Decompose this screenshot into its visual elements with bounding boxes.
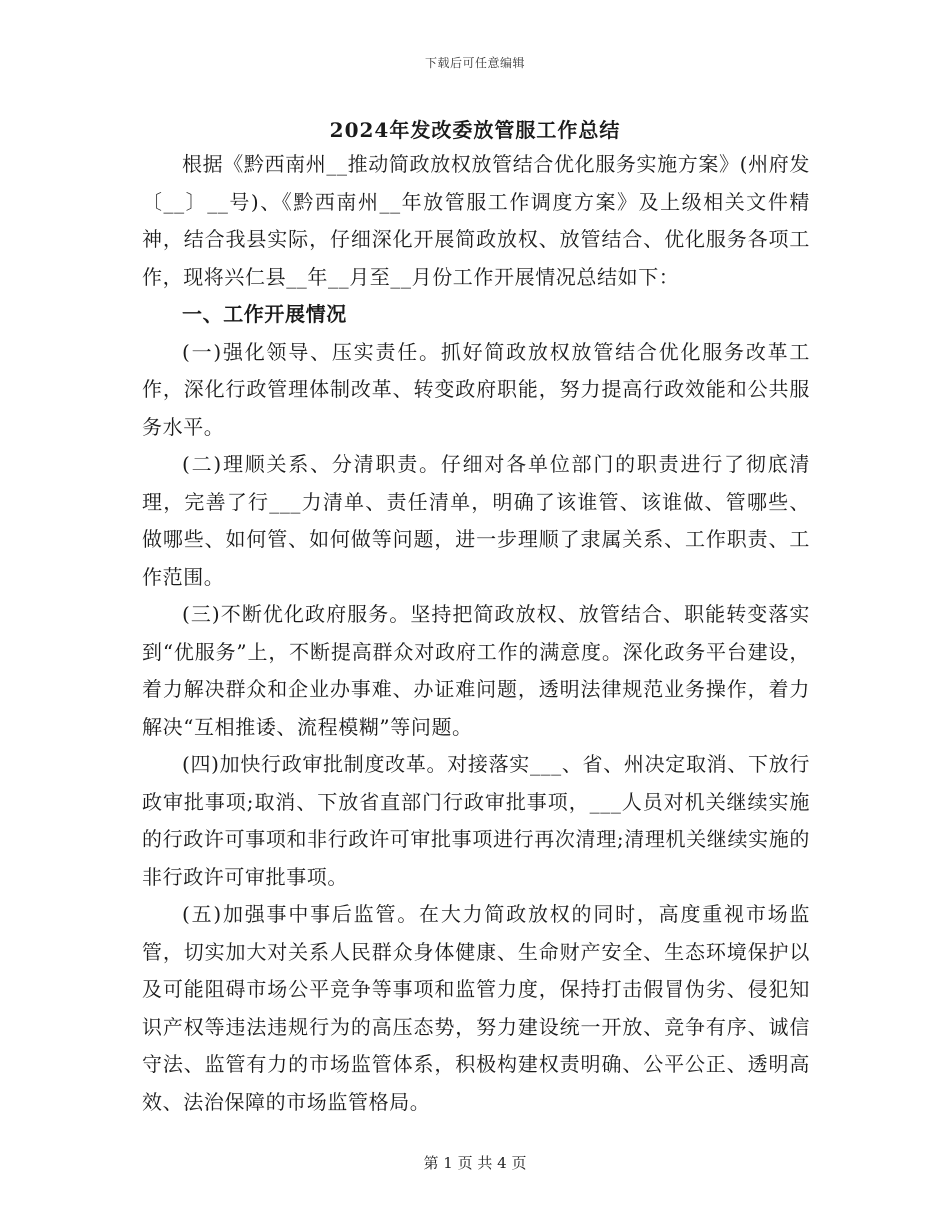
body-paragraph: (五)加强事中事后监管。在大力简政放权的同时，高度重视市场监管，切实加大对关系人民群众身体健康、生命财产安全、生态环境保护以及可能阻碍市场公平竞争等事项和监管力度，保持打击假冒伪劣、侵犯知识产权等违法违规行为的高压态势，努力建设统一开放、竞争有序、诚信守法、监管有力的市场监管体系，积极构建权责明确、公平公正、透明高效、法治保障的市场监管格局。 bbox=[142, 902, 810, 1114]
section-heading: 一、工作开展情况 bbox=[182, 302, 347, 326]
page-number: 第 1 页 共 4 页 bbox=[423, 1154, 527, 1172]
document-title: 2024年发改委放管服工作总结 bbox=[329, 118, 621, 142]
intro-paragraph: 根据《黔西南州__推动简政放权放管结合优化服务实施方案》(州府发〔__〕__号)、《黔西南州__年放管服工作调度方案》及上级相关文件精神，结合我县实际，仔细深化开展简政放权、放管结合、优化服务各项工作，现将兴仁县__年__月至__月份工作开展情况总结如下： bbox=[142, 152, 810, 289]
body-paragraph: (四)加快行政审批制度改革。对接落实___、省、州决定取消、下放行政审批事项;取消、下放省直部门行政审批事项，___人员对机关继续实施的行政许可事项和非行政许可审批事项进行再次清理;清理机关继续实施的非行政许可审批事项。 bbox=[142, 752, 810, 889]
body-paragraph: (三)不断优化政府服务。坚持把简政放权、放管结合、职能转变落实到“优服务”上，不断提高群众对政府工作的满意度。深化政务平台建设，着力解决群众和企业办事难、办证难问题，透明法律规范业务操作，着力解决“互相推诿、流程模糊”等问题。 bbox=[142, 602, 810, 739]
document-body bbox=[142, 146, 810, 1121]
page-header-note: 下载后可任意编辑 bbox=[424, 56, 525, 70]
body-paragraph: (一)强化领导、压实责任。抓好简政放权放管结合优化服务改革工作，深化行政管理体制改革、转变政府职能，努力提高行政效能和公共服务水平。 bbox=[142, 339, 810, 439]
body-paragraph: (二)理顺关系、分清职责。仔细对各单位部门的职责进行了彻底清理，完善了行___力清单、责任清单，明确了该谁管、该谁做、管哪些、做哪些、如何管、如何做等问题，进一步理顺了隶属关系、工作职责、工作范围。 bbox=[142, 452, 810, 589]
